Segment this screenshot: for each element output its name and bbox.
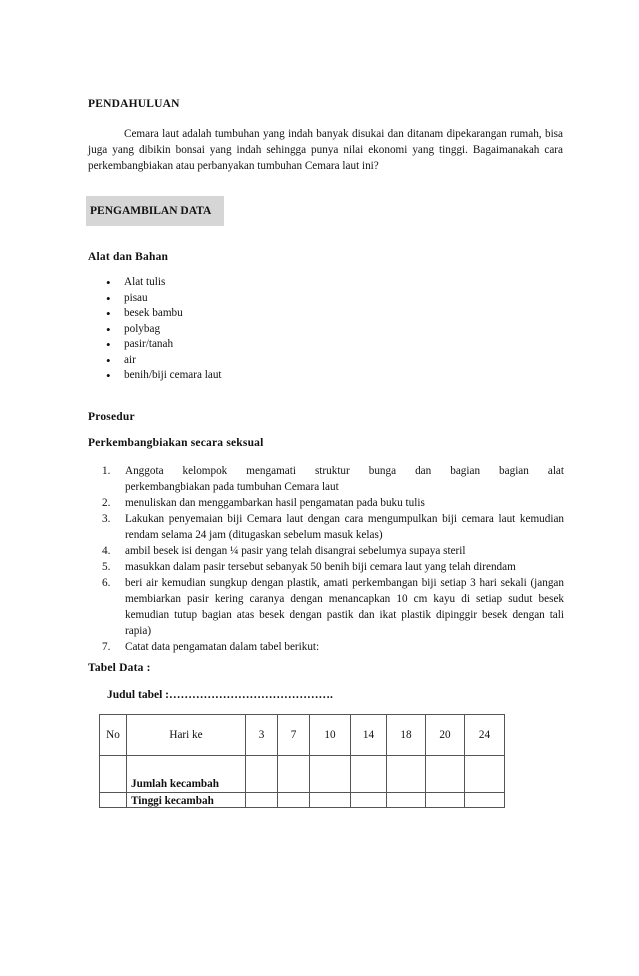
- header-cell: Hari ke: [127, 715, 246, 756]
- data-table: [99, 714, 505, 808]
- step-number: 7.: [102, 641, 111, 653]
- list-item: • besek bambu: [88, 306, 222, 322]
- table-cell: [100, 756, 127, 793]
- table-cell: [278, 756, 310, 793]
- list-item: • air: [88, 353, 222, 369]
- data-section-heading: PENGAMBILAN DATA: [90, 205, 212, 217]
- row-label: Jumlah kecambah: [127, 756, 246, 793]
- table-caption: Judul tabel :…………………………………….: [107, 689, 333, 701]
- step-text: ambil besek isi dengan ¼ pasir yang telah disangrai sebelumya supaya steril: [125, 545, 466, 557]
- list-item: [88, 511, 564, 543]
- step-number: 4.: [102, 545, 111, 557]
- table-cell: [387, 793, 426, 808]
- table-cell: [310, 793, 351, 808]
- table-cell: [351, 793, 387, 808]
- row-label: Tinggi kecambah: [127, 793, 246, 808]
- table-cell: [387, 756, 426, 793]
- step-number: 2.: [102, 497, 111, 509]
- table-cell: [246, 756, 278, 793]
- procedure-heading: Prosedur: [88, 411, 135, 423]
- step-text: Lakukan penyemaian biji Cemara laut dengan cara mengumpulkan biji cemara laut kemudian rendam selama 24 jam (ditugaskan sebelum masuk kelas): [125, 513, 564, 541]
- list-item: • benih/biji cemara laut: [88, 368, 222, 384]
- header-cell: No: [100, 715, 127, 756]
- table-row: [100, 793, 505, 808]
- header-cell: 24: [465, 715, 505, 756]
- header-cell: 10: [310, 715, 351, 756]
- step-text: Anggota kelompok mengamati struktur bunga dan bagian bagian alat: [125, 465, 564, 477]
- list-item: [88, 559, 564, 575]
- step-number: 5.: [102, 561, 111, 573]
- table-cell: [100, 793, 127, 808]
- procedure-subheading: Perkembangbiakan secara seksual: [88, 437, 264, 449]
- table-cell: [426, 756, 465, 793]
- table-cell: [465, 793, 505, 808]
- step-text-continued: perkembangbiakan pada tumbuhan Cemara laut: [125, 481, 339, 493]
- step-number: 6.: [102, 577, 111, 589]
- table-cell: [465, 756, 505, 793]
- intro-paragraph-text: Cemara laut adalah tumbuhan yang indah banyak disukai dan ditanam dipekarangan rumah, bisa juga yang dibikin bonsai yang indah sehingga punya nilai ekonomi yang tinggi. Bagaimanakah cara perkembangbiakan atau perbanyakan tumbuhan Cemara laut ini?: [88, 128, 563, 172]
- step-number: 1.: [102, 465, 111, 477]
- step-number: 3.: [102, 513, 111, 525]
- list-item: • pasir/tanah: [88, 337, 222, 353]
- list-item: [88, 463, 564, 495]
- procedure-steps: [88, 463, 564, 655]
- data-section-banner: [86, 196, 224, 226]
- materials-list: [88, 275, 222, 384]
- table-cell: [310, 756, 351, 793]
- table-cell: [351, 756, 387, 793]
- step-text: Catat data pengamatan dalam tabel berikut:: [125, 641, 320, 653]
- list-item: • pisau: [88, 291, 222, 307]
- table-row: [100, 756, 505, 793]
- table-heading: Tabel Data :: [88, 662, 151, 674]
- list-item: [88, 575, 564, 639]
- table-header-row: [100, 715, 505, 756]
- step-text: menuliskan dan menggambarkan hasil pengamatan pada buku tulis: [125, 497, 425, 509]
- header-cell: 3: [246, 715, 278, 756]
- list-item: [88, 639, 564, 655]
- table-cell: [278, 793, 310, 808]
- header-cell: 14: [351, 715, 387, 756]
- list-item: • polybag: [88, 322, 222, 338]
- intro-paragraph: [88, 126, 563, 174]
- list-item: [88, 543, 564, 559]
- materials-heading: Alat dan Bahan: [88, 251, 169, 263]
- header-cell: 18: [387, 715, 426, 756]
- table-cell: [246, 793, 278, 808]
- list-item: • Alat tulis: [88, 275, 222, 291]
- table-cell: [426, 793, 465, 808]
- header-cell: 20: [426, 715, 465, 756]
- header-cell: 7: [278, 715, 310, 756]
- list-item: [88, 495, 564, 511]
- intro-heading: PENDAHULUAN: [88, 98, 180, 110]
- step-text: beri air kemudian sungkup dengan plastik, amati perkembangan biji setiap 3 hari sekali (jangan membiarkan pasir kering caranya dengan menancapkan 10 cm kayu di setiap sudut besek kemudian tutup bagian atas besek dengan pastik dan ikat plastik dipinggir besek dengan tali rapia): [125, 577, 564, 637]
- step-text: masukkan dalam pasir tersebut sebanyak 50 benih biji cemara laut yang telah direndam: [125, 561, 516, 573]
